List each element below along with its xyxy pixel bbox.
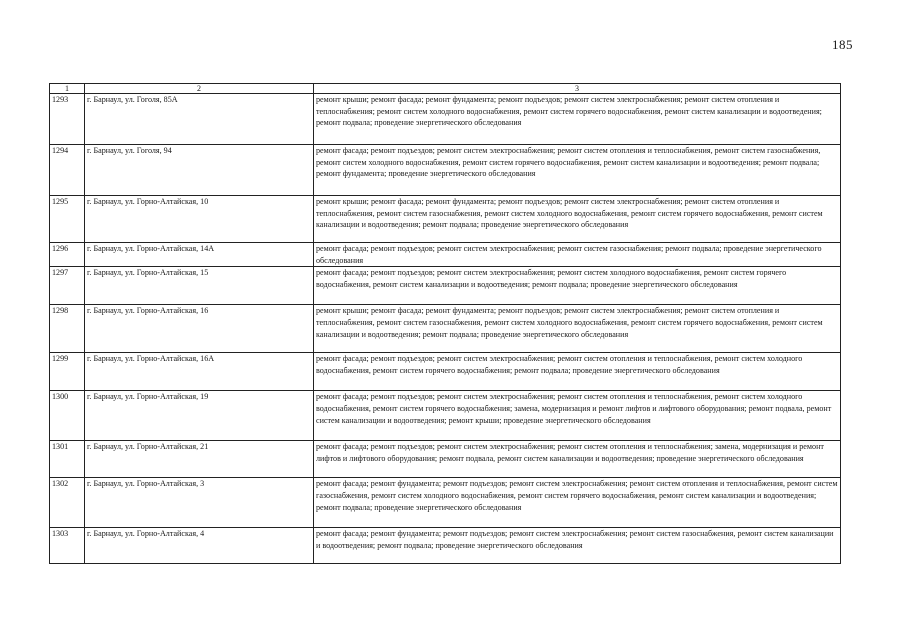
row-number: 1295: [50, 196, 85, 243]
row-address: г. Барнаул, ул. Горно-Алтайская, 10: [85, 196, 314, 243]
row-number: 1296: [50, 243, 85, 267]
table-row: [50, 94, 841, 145]
row-works: ремонт фасада; ремонт подъездов; ремонт систем электроснабжения; ремонт систем отопления и теплоснабжения, ремонт систем холодного водоснабжения, ремонт систем горячего водоснабжения; замена, модернизация и ремонт лифтов и лифтового оборудования; ремонт подвала, ремонт систем канализации и водоотведения; ремонт крыши; проведение энергетического обследования: [314, 391, 841, 441]
row-address: г. Барнаул, ул. Горно-Алтайская, 16А: [85, 353, 314, 391]
row-works: ремонт фасада; ремонт подъездов; ремонт систем электроснабжения; ремонт систем отопления и теплоснабжения; замена, модернизация и ремонт лифтов и лифтового оборудования; ремонт подвала, ремонт систем канализации и водоотведения; проведение энергетического обследования: [314, 441, 841, 478]
row-address: г. Барнаул, ул. Горно-Алтайская, 16: [85, 305, 314, 353]
table-row: [50, 145, 841, 196]
table-header-row: [50, 84, 841, 94]
row-works: ремонт фасада; ремонт фундамента; ремонт подъездов; ремонт систем электроснабжения; ремонт систем газоснабжения, ремонт систем канализации и водоотведения; ремонт подвала; проведение энергетического обследования: [314, 528, 841, 564]
column-header-number: 1: [50, 84, 85, 94]
table-row: [50, 196, 841, 243]
table-row: [50, 528, 841, 564]
row-address: г. Барнаул, ул. Гоголя, 94: [85, 145, 314, 196]
row-number: 1294: [50, 145, 85, 196]
row-works: ремонт фасада; ремонт фундамента; ремонт подъездов; ремонт систем электроснабжения; ремонт систем отопления и теплоснабжения, ремонт систем газоснабжения, ремонт систем холодного водоснабжения, ремонт систем горячего водоснабжения, ремонт систем канализации и водоотведения; ремонт подвала; проведение энергетического обследования: [314, 478, 841, 528]
row-works: ремонт крыши; ремонт фасада; ремонт фундамента; ремонт подъездов; ремонт систем электроснабжения; ремонт систем отопления и теплоснабжения, ремонт систем газоснабжения, ремонт систем холодного водоснабжения, ремонт систем горячего водоснабжения, ремонт систем канализации и водоотведения; ремонт подвала; проведение энергетического обследования: [314, 305, 841, 353]
table-row: [50, 267, 841, 305]
row-number: 1303: [50, 528, 85, 564]
table-row: [50, 305, 841, 353]
row-number: 1298: [50, 305, 85, 353]
row-number: 1301: [50, 441, 85, 478]
row-number: 1297: [50, 267, 85, 305]
row-works: ремонт фасада; ремонт подъездов; ремонт систем электроснабжения; ремонт систем отопления и теплоснабжения, ремонт систем холодного водоснабжения, ремонт систем горячего водоснабжения; ремонт подвала; проведение энергетического обследования: [314, 353, 841, 391]
row-number: 1302: [50, 478, 85, 528]
page-number: 185: [832, 37, 853, 52]
column-header-address: 2: [85, 84, 314, 94]
row-works: ремонт фасада; ремонт подъездов; ремонт систем электроснабжения; ремонт систем отопления и теплоснабжения, ремонт систем газоснабжения, ремонт систем холодного водоснабжения, ремонт систем горячего водоснабжения, ремонт систем канализации и водоотведения; ремонт подвала; ремонт фундамента; проведение энергетического обследования: [314, 145, 841, 196]
row-works: ремонт фасада; ремонт подъездов; ремонт систем электроснабжения; ремонт систем холодного водоснабжения, ремонт систем горячего водоснабжения, ремонт систем канализации и водоотведения; ремонт подвала; проведение энергетического обследования: [314, 267, 841, 305]
row-number: 1300: [50, 391, 85, 441]
row-address: г. Барнаул, ул. Гоголя, 85А: [85, 94, 314, 145]
repair-works-table: [49, 83, 841, 564]
row-number: 1293: [50, 94, 85, 145]
row-address: г. Барнаул, ул. Горно-Алтайская, 19: [85, 391, 314, 441]
row-address: г. Барнаул, ул. Горно-Алтайская, 14А: [85, 243, 314, 267]
table-row: [50, 243, 841, 267]
row-address: г. Барнаул, ул. Горно-Алтайская, 4: [85, 528, 314, 564]
table-row: [50, 478, 841, 528]
column-header-works: 3: [314, 84, 841, 94]
row-works: ремонт фасада; ремонт подъездов; ремонт систем электроснабжения; ремонт систем газоснабжения; ремонт подвала; проведение энергетического обследования: [314, 243, 841, 267]
row-address: г. Барнаул, ул. Горно-Алтайская, 3: [85, 478, 314, 528]
row-works: ремонт крыши; ремонт фасада; ремонт фундамента; ремонт подъездов; ремонт систем электроснабжения; ремонт систем отопления и теплоснабжения; ремонт систем холодного водоснабжения, ремонт систем горячего водоснабжения, ремонт систем канализации и водоотведения; ремонт подвала; проведение энергетического обследования: [314, 94, 841, 145]
row-address: г. Барнаул, ул. Горно-Алтайская, 21: [85, 441, 314, 478]
table-row: [50, 441, 841, 478]
row-number: 1299: [50, 353, 85, 391]
row-works: ремонт крыши; ремонт фасада; ремонт фундамента; ремонт подъездов; ремонт систем электроснабжения; ремонт систем отопления и теплоснабжения, ремонт систем газоснабжения, ремонт систем холодного водоснабжения, ремонт систем горячего водоснабжения, ремонт систем канализации и водоотведения; ремонт подвала; проведение энергетического обследования: [314, 196, 841, 243]
row-address: г. Барнаул, ул. Горно-Алтайская, 15: [85, 267, 314, 305]
table-row: [50, 353, 841, 391]
table-row: [50, 391, 841, 441]
